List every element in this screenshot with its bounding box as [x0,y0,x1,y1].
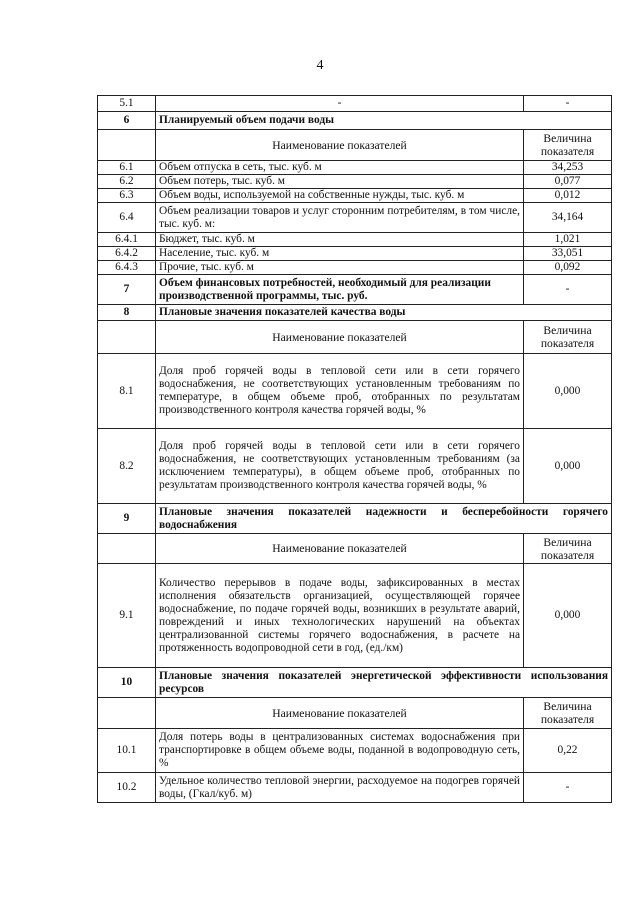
row-value: 0,000 [524,564,612,668]
header-value-line2: показателя [540,145,595,158]
header-row [98,321,612,354]
section-number: 10 [98,668,156,698]
row-name: Доля проб горячей воды в тепловой сети или в сети горячего водоснабжения, не соответствующих установленным требованиям по температуре, в общем объеме проб, отобранных по результатам производственного контроля качества горячей воды, % [156,354,524,429]
page-number: 4 [316,58,324,73]
header-row [98,534,612,564]
section-number: 6 [98,112,156,130]
section-row [98,112,612,130]
section-title: Плановые значения показателей надежности и бесперебойности горячего водоснабжения [156,504,612,534]
empty-cell [98,130,156,161]
table-row [98,189,612,203]
row-name: Удельное количество тепловой энергии, расходуемое на подогрев горячей воды, (Гкал/куб. м) [156,773,524,803]
row-value: 0,092 [524,261,612,275]
header-name: Наименование показателей [156,130,524,161]
section-row [98,668,612,698]
section-number: 8 [98,305,156,321]
row-value: 1,021 [524,233,612,247]
row-value: 0,22 [524,729,612,773]
row-number: 6.4.1 [98,233,156,247]
header-value-line1: Величина [543,132,592,145]
row-number: 8.1 [98,354,156,429]
row-value: 0,000 [524,429,612,504]
row-value: - [524,96,612,112]
indicators-table [97,95,612,803]
row-name: Количество перерывов в подаче воды, зафиксированных в местах исполнения обязательств организацией, осуществляющей горячее водоснабжение, по подаче горячей воды, возникших в результате аварий, повреждений и иных технологических нарушений на объектах централизованной системы горячего водоснабжения, в расчете на протяженность водопроводной сети в год, (ед./км) [156,564,524,668]
header-name: Наименование показателей [156,698,524,729]
header-value [524,321,612,354]
section-title: Плановые значения показателей качества воды [156,305,612,321]
table-row [98,247,612,261]
header-value-line1: Величина [543,324,592,337]
empty-cell [98,698,156,729]
row-name: Объем потерь, тыс. куб. м [156,175,524,189]
row-number: 9.1 [98,564,156,668]
row-value: 0,077 [524,175,612,189]
row-value: 34,253 [524,161,612,175]
table-row [98,429,612,504]
table-row [98,96,612,112]
row-name: Население, тыс. куб. м [156,247,524,261]
empty-cell [98,534,156,564]
row-number: 6.4 [98,203,156,233]
row-name: Бюджет, тыс. куб. м [156,233,524,247]
row-value: 33,051 [524,247,612,261]
header-value-line2: показателя [540,548,595,562]
header-value [524,698,612,729]
row-number: 10.2 [98,773,156,803]
section-row [98,305,612,321]
row-number: 6.4.2 [98,247,156,261]
row-value: 0,012 [524,189,612,203]
header-value-line2: показателя [540,337,595,350]
row-number: 6.1 [98,161,156,175]
table-row [98,175,612,189]
row-number: 10.1 [98,729,156,773]
section-row [98,504,612,534]
row-number: 6.2 [98,175,156,189]
header-name: Наименование показателей [156,534,524,564]
row-number: 6.4.3 [98,261,156,275]
section-title: Объем финансовых потребностей, необходимый для реализации производственной программы, тыс. руб. [156,275,524,305]
table-row [98,354,612,429]
table-row [98,773,612,803]
section-number: 9 [98,504,156,534]
header-row [98,130,612,161]
row-name: - [156,96,524,112]
row-name: Прочие, тыс. куб. м [156,261,524,275]
table-row [98,161,612,175]
section-row [98,275,612,305]
table-row [98,564,612,668]
table-row [98,233,612,247]
header-value [524,534,612,564]
row-value: 34,164 [524,203,612,233]
header-name: Наименование показателей [156,321,524,354]
header-value-line1: Величина [543,535,592,549]
row-name: Доля потерь воды в централизованных системах водоснабжения при транспортировке в общем объеме воды, поданной в водопроводную сеть, % [156,729,524,773]
section-title: Плановые значения показателей энергетической эффективности использования ресурсов [156,668,612,698]
row-name: Объем отпуска в сеть, тыс. куб. м [156,161,524,175]
row-value: 0,000 [524,354,612,429]
header-row [98,698,612,729]
row-number: 8.2 [98,429,156,504]
empty-cell [98,321,156,354]
header-value [524,130,612,161]
section-value: - [524,275,612,305]
row-name: Объем реализации товаров и услуг сторонним потребителям, в том числе, тыс. куб. м: [156,203,524,233]
row-name: Доля проб горячей воды в тепловой сети или в сети горячего водоснабжения, не соответствующих установленным требованиям (за исключением температуры), в общем объеме проб, отобранных по результатам производственного контроля качества горячей воды, % [156,429,524,504]
table-row [98,729,612,773]
row-number: 6.3 [98,189,156,203]
section-number: 7 [98,275,156,305]
row-value: - [524,773,612,803]
header-value-line1: Величина [543,700,592,713]
row-number: 5.1 [98,96,156,112]
header-value-line2: показателя [540,713,595,726]
table-row [98,261,612,275]
section-title: Планируемый объем подачи воды [156,112,612,130]
table-row [98,203,612,233]
row-name: Объем воды, используемой на собственные нужды, тыс. куб. м [156,189,524,203]
